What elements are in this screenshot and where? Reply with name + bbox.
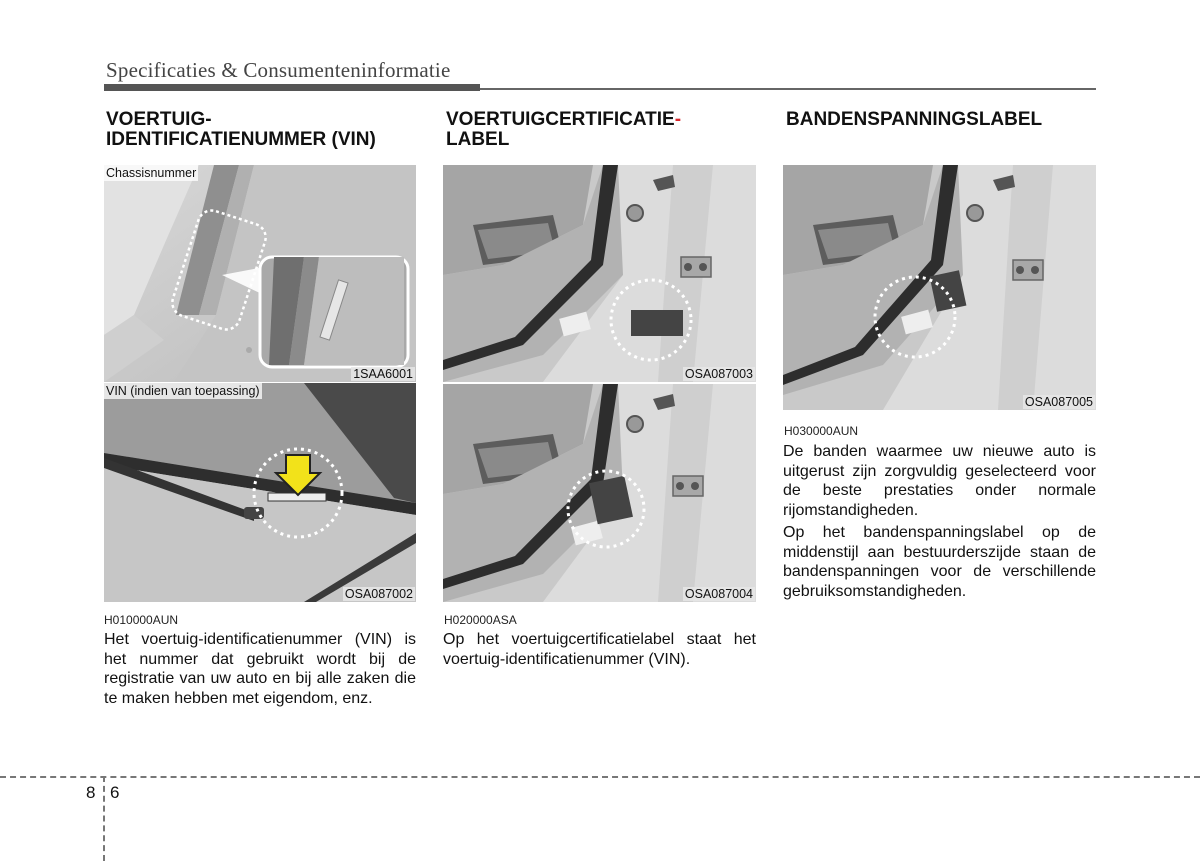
tire-pressure-body-text bbox=[783, 442, 1096, 601]
door-pillar-illustration-3 bbox=[783, 165, 1096, 410]
certification-heading-dash: - bbox=[674, 109, 682, 130]
door-pillar-illustration-1 bbox=[443, 165, 756, 382]
tire-pressure-ref-code: H030000AUN bbox=[784, 424, 859, 438]
tire-pressure-heading-line1: BANDENSPANNINGSLABEL bbox=[786, 109, 1043, 130]
footer-dashed-rule bbox=[0, 776, 1200, 778]
certification-label-figure-1 bbox=[443, 165, 756, 382]
certification-label-figure-2 bbox=[443, 384, 756, 602]
certification-ref-code: H020000ASA bbox=[444, 613, 517, 627]
header-rule-thick bbox=[104, 84, 480, 91]
header-rule-thin bbox=[480, 88, 1096, 90]
vin-heading-line2: IDENTIFICATIENUMMER (VIN) bbox=[106, 129, 376, 150]
vin-heading-line1: VOERTUIG- bbox=[106, 109, 212, 130]
page-number: 6 bbox=[110, 783, 120, 802]
footer-vertical-dashed-rule bbox=[103, 776, 105, 861]
figure-code-osa087002: OSA087002 bbox=[344, 587, 413, 601]
tire-pressure-paragraph-2: Op het bandenspanningslabel op de middenstijl aan bestuurderszijde staan de bandenspanningen voor de verschillende gebruiksomstandigheden. bbox=[783, 524, 1096, 600]
certification-heading-line2: LABEL bbox=[446, 129, 510, 150]
vin-windshield-illustration bbox=[104, 383, 416, 602]
certification-heading-text: VOERTUIGCERTIFICATIE bbox=[446, 109, 675, 130]
tire-pressure-label-heading bbox=[786, 110, 1106, 130]
figure-code-osa087005: OSA087005 bbox=[1024, 395, 1093, 409]
page-chapter-number: 8 bbox=[86, 783, 96, 802]
tire-pressure-label-figure bbox=[783, 165, 1096, 410]
chassis-number-figure bbox=[104, 165, 416, 382]
tire-pressure-paragraph-1: De banden waarmee uw nieuwe auto is uitgerust zijn zorgvuldig geselecteerd voor de beste prestaties onder normale rijomstandigheden. bbox=[783, 443, 1096, 519]
figure-label-vin: VIN (indien van toepassing) bbox=[106, 384, 260, 398]
figure-label-chassisnummer: Chassisnummer bbox=[106, 166, 197, 180]
chassis-number-illustration bbox=[104, 165, 416, 382]
certification-heading-line1 bbox=[446, 110, 766, 130]
figure-code-1saa6001: 1SAA6001 bbox=[353, 367, 413, 381]
certification-body-text bbox=[443, 630, 756, 669]
figure-code-osa087004: OSA087004 bbox=[684, 587, 753, 601]
page-header-title: Specificaties & Consumenteninformatie bbox=[106, 58, 451, 82]
certification-label-heading bbox=[446, 110, 766, 150]
vin-body-text bbox=[104, 630, 416, 708]
vin-heading bbox=[106, 110, 426, 150]
certification-paragraph: Op het voertuigcertificatielabel staat het voertuig-identificatienummer (VIN). bbox=[443, 631, 756, 668]
vin-windshield-figure bbox=[104, 383, 416, 602]
figure-code-osa087003: OSA087003 bbox=[684, 367, 753, 381]
vin-ref-code: H010000AUN bbox=[104, 613, 179, 627]
vin-paragraph: Het voertuig-identificatienummer (VIN) is het nummer dat gebruikt wordt bij de registratie van uw auto en bij alle zaken die te maken hebben met eigendom, enz. bbox=[104, 631, 416, 707]
door-pillar-illustration-2 bbox=[443, 384, 756, 602]
